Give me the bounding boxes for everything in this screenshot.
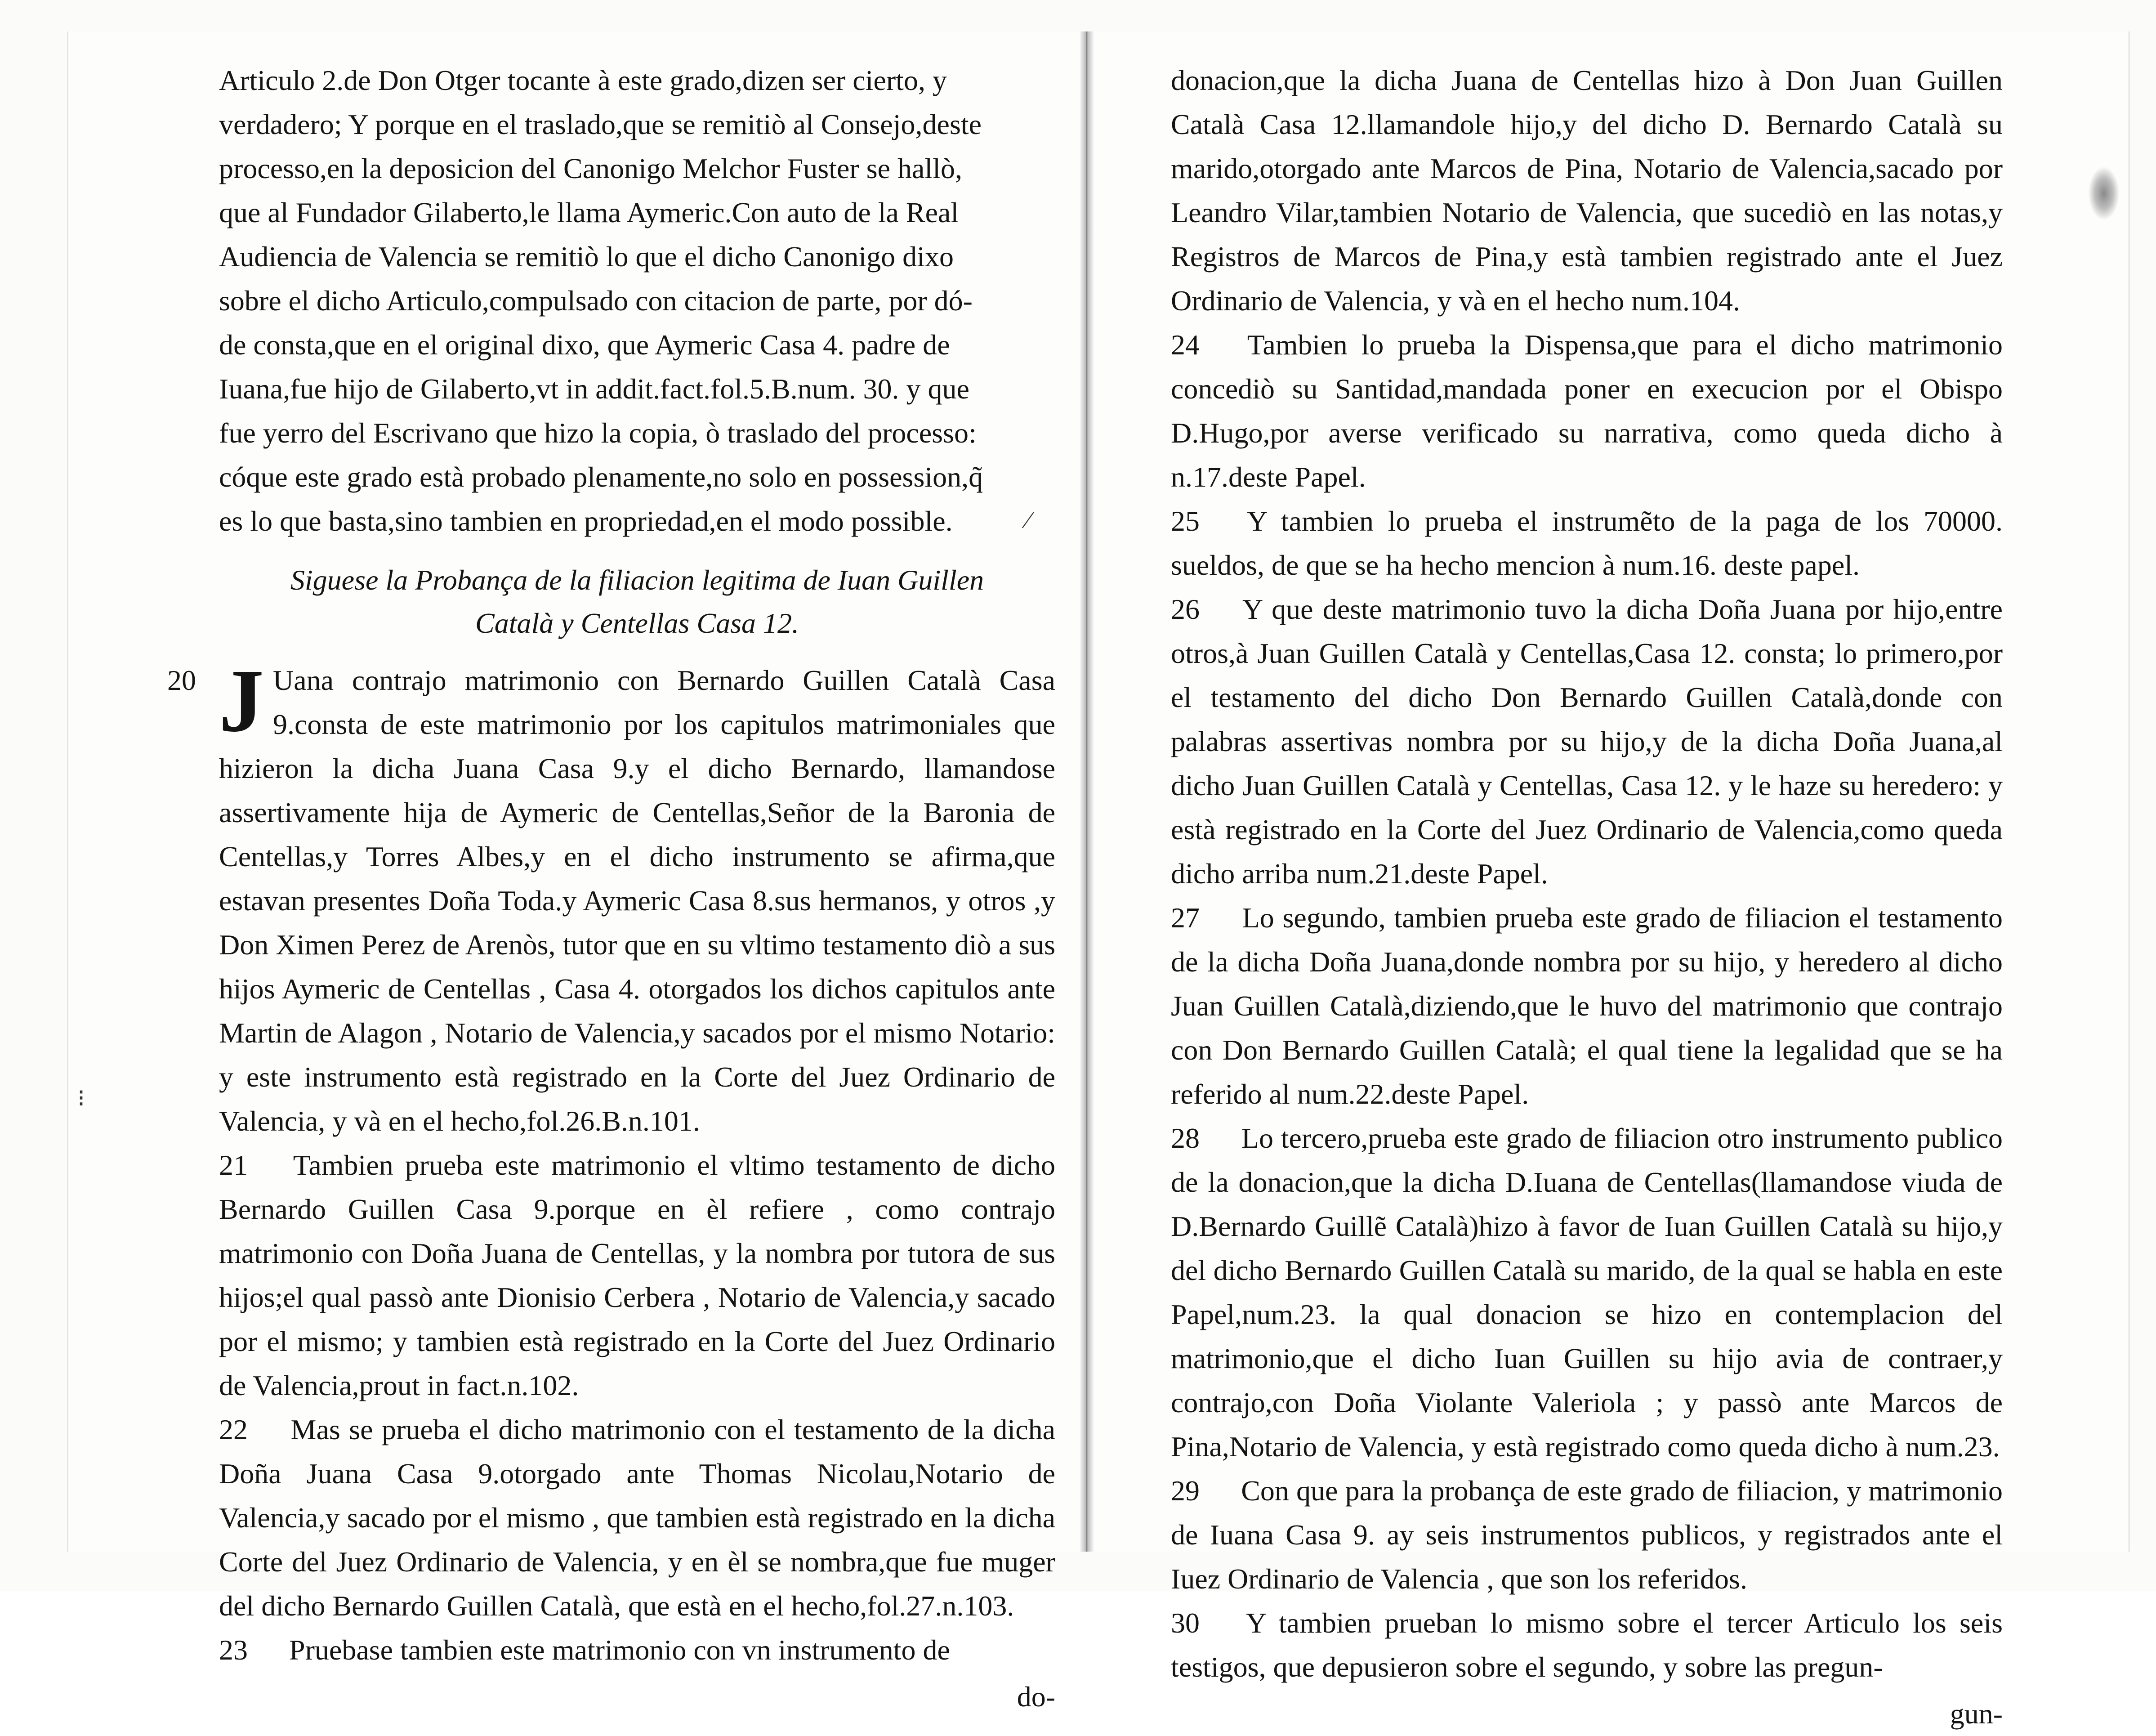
paragraph-number: 27 [1171,902,1200,934]
paragraph-text: Lo segundo, tambien prueba este grado de filiacion el testamento de la dicha Doña Juana,donde nombra por su hijo, y heredero al dicho Juan Guillen Català,diziendo,que le huvo del matrimonio que contrajo con Don Bernardo Guillen Català; el qual tiene la legalidad que se ha referido al num.22.deste Papel. [1171,902,2003,1110]
paragraph-number: 24 [1171,329,1200,361]
left-page [67,31,1080,1713]
paragraph-number: 30 [1171,1607,1200,1639]
paragraph-25 [1171,499,2003,587]
heading-line: Siguese la Probança de la filiacion legitima de Iuan Guillen [290,564,984,596]
text-line: de consta,que en el original dixo, que Aymeric Casa 4. padre de [219,329,950,361]
book-gutter [1079,31,1094,1552]
paragraph-number: 21 [219,1149,248,1181]
paragraph-30 [1171,1601,2003,1689]
catchword: gun- [1950,1698,2003,1730]
text-line: fue yerro del Escrivano que hizo la copia, ò traslado del processo: [219,417,977,449]
paragraph-text: Y tambien lo prueba el instrumẽto de la paga de los 70000. sueldos, de que se ha hecho mencion à num.16. deste papel. [1171,505,2003,581]
paragraph-20 [167,651,1055,1143]
paragraph-text: Uana contrajo matrimonio con Bernardo Guillen Català Casa 9.consta de este matrimonio por los capitulos matrimoniales que hizieron la dicha Juana Casa 9.y el dicho Bernardo, llamandose assertivamente hija de Aymeric de Centellas,Señor de la Baronia de Centellas,y Torres Albes,y en el dicho instrumento se afirma,que estavan presentes Doña Toda.y Aymeric Casa 8.sus hermanos, y otros ,y Don Ximen Perez de Arenòs, tutor que en su vltimo testamento diò a sus hijos Aymeric de Centellas , Casa 4. otorgados los dichos capitulos ante Martin de Alagon , Notario de Valencia,y sacados por el mismo Notario: y este instrumento està registrado en la Corte del Juez Ordinario de Valencia, y và en el hecho,fol.26.B.n.101. [219,664,1055,1137]
text-line: que al Fundador Gilaberto,le llama Aymeric.Con auto de la Real [219,197,959,228]
paragraph-text: Pruebase tambien este matrimonio con vn instrumento de [289,1634,950,1666]
paragraph-text: Mas se prueba el dicho matrimonio con el testamento de la dicha Doña Juana Casa 9.otorgado ante Thomas Nicolau,Notario de Valencia,y sacado por el mismo , que tambien està registrado en la dicha Corte del Juez Ordinario de Valencia, y en èl se nombra,que fue muger del dicho Bernardo Guillen Català, que està en el hecho,fol.27.n.103. [219,1414,1056,1622]
paragraph-text: Y que deste matrimonio tuvo la dicha Doña Juana por hijo,entre otros,à Juan Guillen Català y Centellas,Casa 12. consta; lo primero,por el testamento del dicho Don Bernardo Guillen Català,donde con palabras assertivas nombra por su hijo,y de la dicha Doña Juana,al dicho Juan Guillen Català y Centellas, Casa 12. y le haze su heredero: y està registrado en la Corte del Juez Ordinario de Valencia,como queda dicho arriba num.21.deste Papel. [1171,593,2003,890]
drop-cap: J [219,651,264,751]
paragraph-text: donacion,que la dicha Juana de Centellas hizo à Don Juan Guillen Català Casa 12.llamandole hijo,y del dicho D. Bernardo Català su marido,otorgado ante Marcos de Pina, Notario de Valencia,sacado por Leandro Vilar,tambien Notario de Valencia, que sucediò en las notas,y Registros de Marcos de Pina,y està tambien registrado ante el Juez Ordinario de Valencia, y và en el hecho num.104. [1171,64,2003,317]
paragraph-number: 23 [219,1634,248,1666]
right-page-text [1171,58,2003,1736]
page-smudge [2088,166,2120,220]
paragraph-29 [1171,1469,2003,1601]
section-heading [219,559,1055,645]
right-page [1094,31,2129,1730]
paragraph-27 [1171,896,2003,1116]
paragraph-22 [219,1408,1055,1628]
paragraph-number: 28 [1171,1122,1200,1154]
paragraph-28 [1171,1116,2003,1469]
paragraph-text: Tambien lo prueba la Dispensa,que para el dicho matrimonio concediò su Santidad,mandada poner en execucion por el Obispo D.Hugo,por averse verificado su narrativa, como queda dicho à n.17.deste Papel. [1171,329,2003,493]
text-line: processo,en la deposicion del Canonigo Melchor Fuster se hallò, [219,152,962,184]
text-line: Audiencia de Valencia se remitiò lo que el dicho Canonigo dixo [219,241,954,273]
paragraph-number: 29 [1171,1475,1200,1507]
paragraph-number: 25 [1171,505,1200,537]
catchword: do- [1017,1681,1055,1713]
text-line: es lo que basta,sino tambien en propriedad,en el modo possible. [219,505,953,537]
paragraph-continuation [1171,58,2003,323]
left-page-text [167,58,1056,1719]
paragraph-text: Tambien prueba este matrimonio el vltimo testamento de dicho Bernardo Guillen Casa 9.porque en èl refiere , como contrajo matrimonio con Doña Juana de Centellas, y la nombra por tutora de sus hijos;el qual passò ante Dionisio Cerbera , Notario de Valencia,y sacado por el mismo; y tambien està registrado en la Corte del Juez Ordinario de Valencia,prout in fact.n.102. [219,1149,1056,1401]
paragraph-text: Lo tercero,prueba este grado de filiacion otro instrumento publico de la donacion,que la dicha D.Iuana de Centellas(llamandose viuda de D.Bernardo Guillẽ Català)hizo à favor de Iuan Guillen Català su hijo,y del dicho Bernardo Guillen Català su marido, de la qual se habla en este Papel,num.23. la qual donacion se hizo en contemplacion del matrimonio,que el dicho Iuan Guillen su hijo avia de contraer,y contrajo,con Doña Violante Valeriola ; y passò ante Marcos de Pina,Notario de Valencia, y està registrado como queda dicho à num.23. [1171,1122,2003,1463]
text-line: cóque este grado està probado plenamente,no solo en possession,q̃ [219,461,983,493]
paragraph-number: 20 [167,664,196,696]
paragraph-21 [219,1143,1055,1408]
heading-line: Català y Centellas Casa 12. [475,607,799,639]
margin-mark: ⁝ [77,1085,85,1112]
paragraph-23 [219,1628,1055,1672]
paragraph-text: Y tambien prueban lo mismo sobre el tercer Articulo los seis testigos, que depusieron sobre el segundo, y sobre las pregun- [1171,1607,2003,1683]
text-line: verdadero; Y porque en el traslado,que se remitiò al Consejo,deste [219,108,982,140]
text-line: Iuana,fue hijo de Gilaberto,vt in addit.fact.fol.5.B.num. 30. y que [219,373,969,405]
margin-mark: ⁄ [1026,506,1031,533]
text-line: Articulo 2.de Don Otger tocante à este grado,dizen ser cierto, y [219,64,947,96]
paragraph-24 [1171,323,2003,499]
paragraph-text: Con que para la probança de este grado de filiacion, y matrimonio de Iuana Casa 9. ay seis instrumentos publicos, y registrados ante el Iuez Ordinario de Valencia , que son los referidos. [1171,1475,2003,1595]
text-line: sobre el dicho Articulo,compulsado con citacion de parte, por dó- [219,285,973,317]
paragraph-number: 22 [219,1414,248,1445]
paragraph-26 [1171,587,2003,896]
paragraph-number: 26 [1171,593,1200,625]
